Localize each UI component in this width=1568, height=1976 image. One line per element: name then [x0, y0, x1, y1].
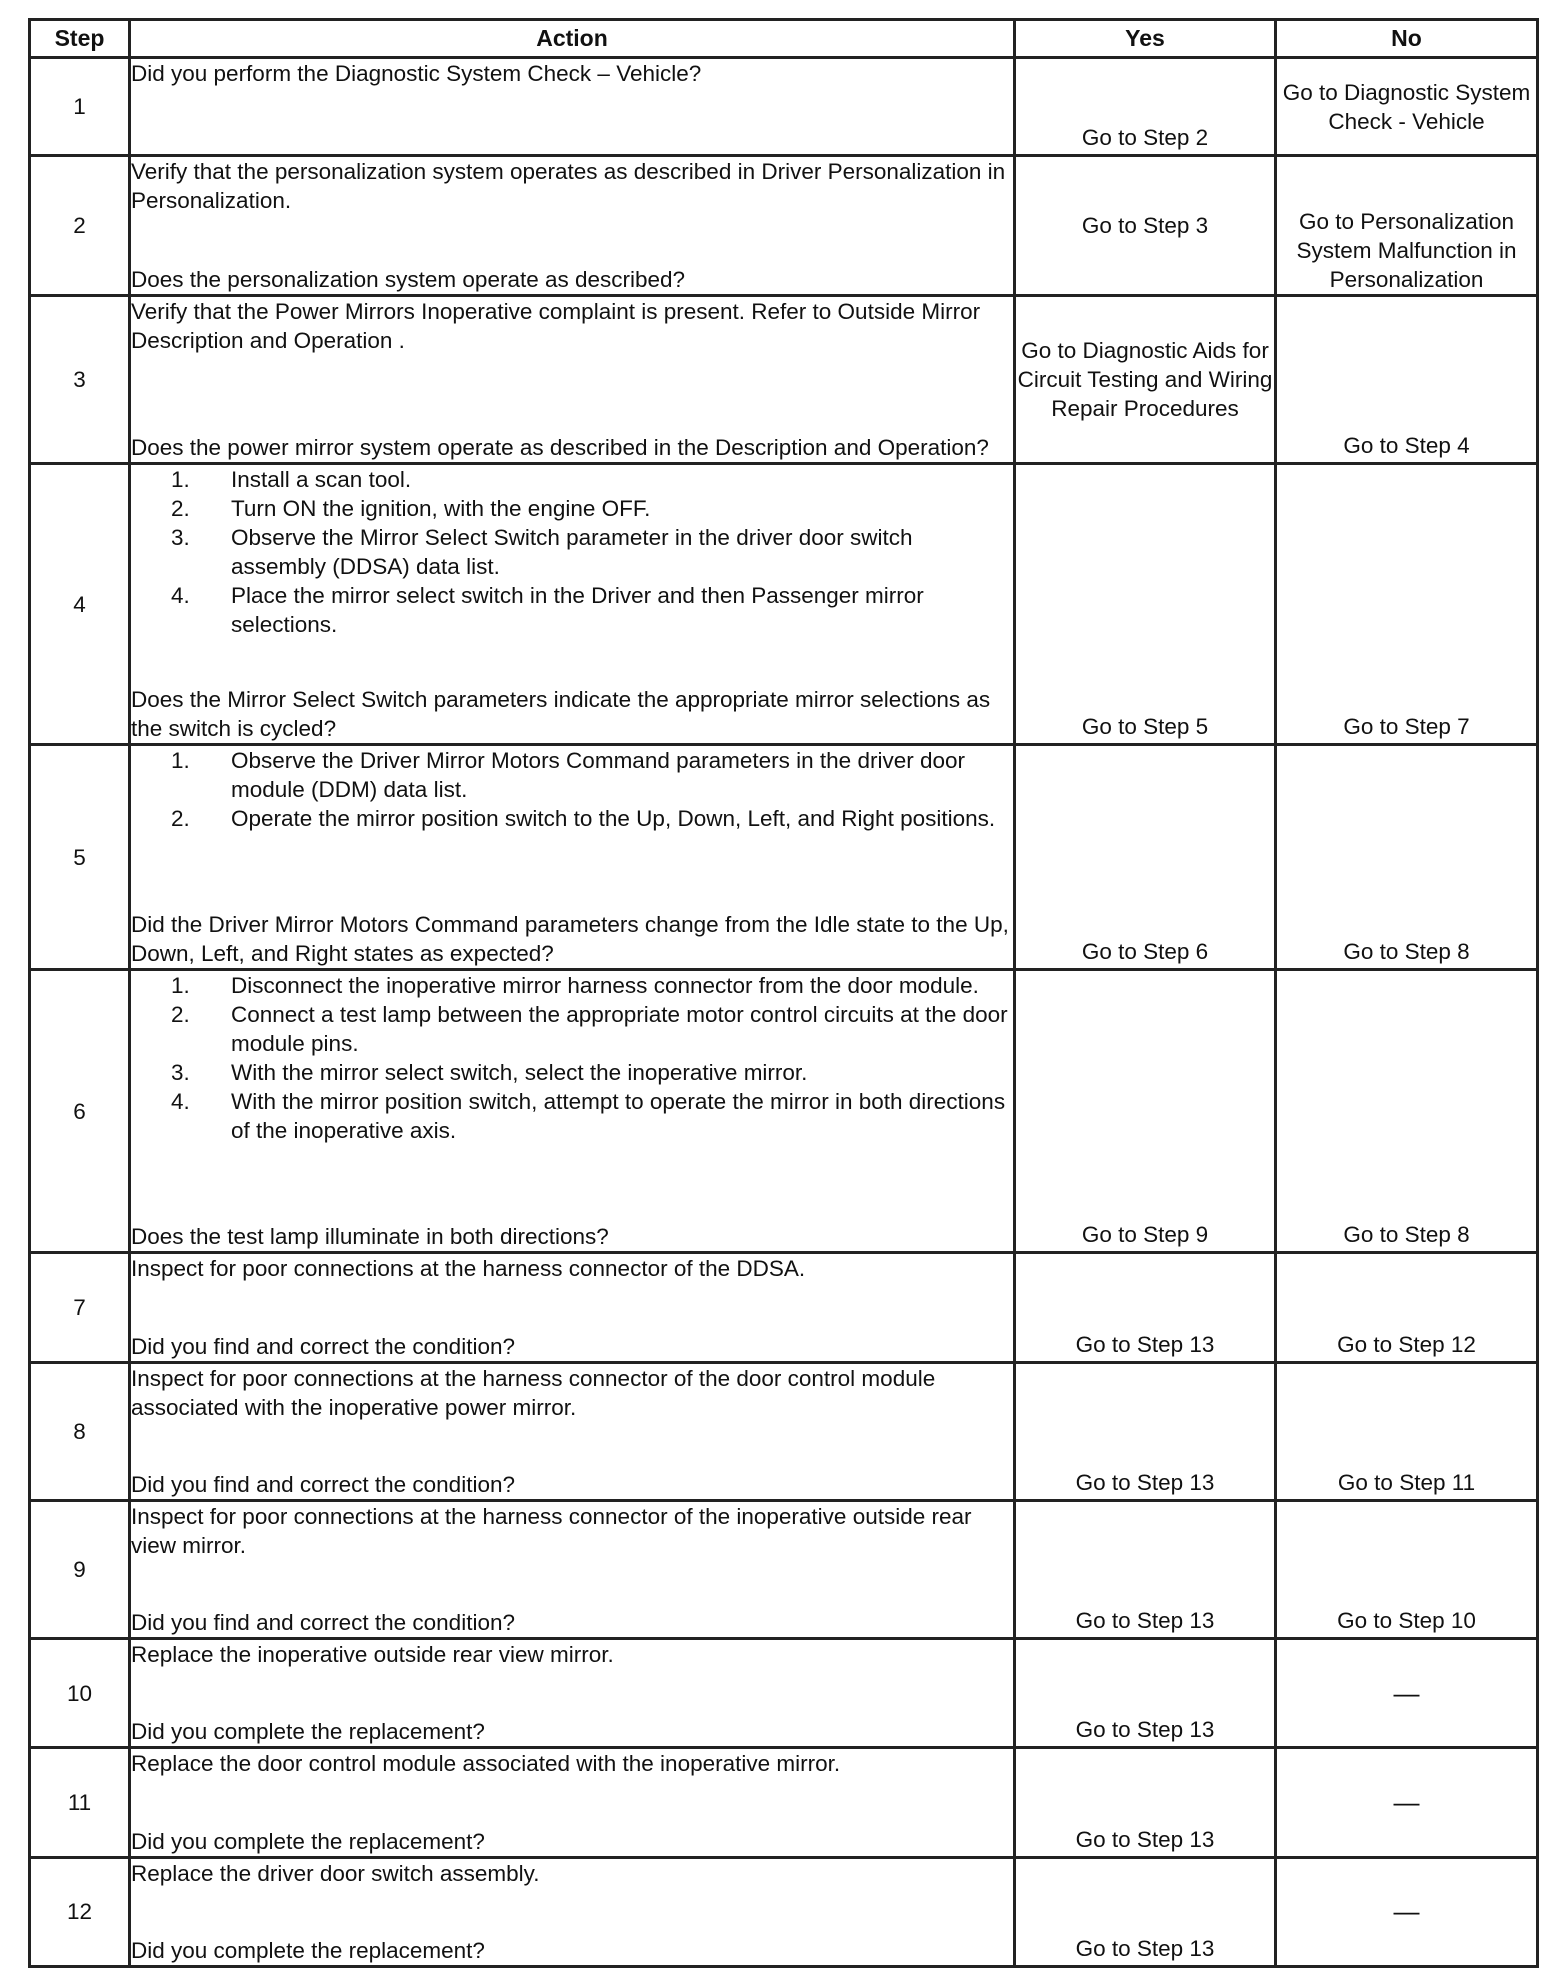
- action-intro: Replace the driver door switch assembly.: [131, 1860, 540, 1886]
- table-row: [30, 463, 1538, 745]
- yes-cell: Go to Step 6: [1015, 745, 1276, 969]
- yes-cell: Go to Step 3: [1015, 156, 1276, 296]
- action-cell: [130, 1857, 1015, 1966]
- yes-cell: Go to Step 5: [1015, 463, 1276, 745]
- action-question: Does the Mirror Select Switch parameters indicate the appropriate mirror selections as the switch is cycled?: [131, 687, 991, 742]
- table-row: [30, 58, 1538, 156]
- action-cell: [130, 1639, 1015, 1748]
- yes-cell: Go to Step 13: [1015, 1253, 1276, 1362]
- action-intro: Inspect for poor connections at the harness connector of the door control module associated with the inoperative power mirror.: [131, 1365, 936, 1420]
- substep-list: [131, 746, 1013, 833]
- header-row: [30, 20, 1538, 58]
- action-question: Did you find and correct the condition?: [131, 1610, 515, 1636]
- yes-cell: Go to Step 9: [1015, 969, 1276, 1253]
- table-row: [30, 1500, 1538, 1638]
- substep-list: [131, 971, 1013, 1145]
- step-number: 9: [30, 1500, 130, 1638]
- step-number: 8: [30, 1362, 130, 1500]
- action-intro: Verify that the personalization system operates as described in Driver Personalization in Personalization.: [131, 159, 1006, 214]
- action-cell: [130, 156, 1015, 296]
- list-item: 4. Place the mirror select switch in the Driver and then Passenger mirror selections.: [171, 582, 924, 637]
- table-row: [30, 1253, 1538, 1362]
- yes-cell: Go to Step 13: [1015, 1857, 1276, 1966]
- action-intro: Inspect for poor connections at the harness connector of the inoperative outside rear view mirror.: [131, 1503, 972, 1558]
- diagnostic-table: [28, 18, 1539, 1968]
- action-question: Does the power mirror system operate as described in the Description and Operation?: [131, 434, 989, 460]
- step-number: 5: [30, 745, 130, 969]
- action-cell: [130, 745, 1015, 969]
- list-item: 2. Turn ON the ignition, with the engine OFF.: [171, 495, 651, 521]
- table-row: [30, 745, 1538, 969]
- table-row: [30, 296, 1538, 463]
- substep-list: [131, 465, 1013, 639]
- no-cell: Go to Diagnostic System Check - Vehicle: [1276, 58, 1538, 156]
- action-intro: Replace the inoperative outside rear view mirror.: [131, 1642, 614, 1668]
- no-cell: —: [1276, 1748, 1538, 1857]
- list-item: 1. Observe the Driver Mirror Motors Command parameters in the driver door module (DDM) data list.: [171, 748, 965, 803]
- action-cell: [130, 1500, 1015, 1638]
- header-step: Step: [30, 20, 130, 58]
- yes-cell: Go to Diagnostic Aids for Circuit Testing and Wiring Repair Procedures: [1015, 296, 1276, 463]
- action-question: Did the Driver Mirror Motors Command parameters change from the Idle state to the Up, Down, Left, and Right states as expected?: [131, 911, 1009, 966]
- no-cell: —: [1276, 1639, 1538, 1748]
- table-row: [30, 156, 1538, 296]
- yes-cell: Go to Step 13: [1015, 1748, 1276, 1857]
- no-cell: Go to Step 4: [1276, 296, 1538, 463]
- step-number: 10: [30, 1639, 130, 1748]
- action-intro: Inspect for poor connections at the harness connector of the DDSA.: [131, 1256, 806, 1282]
- action-cell: [130, 58, 1015, 156]
- list-item: 2. Connect a test lamp between the appropriate motor control circuits at the door module pins.: [171, 1001, 1008, 1056]
- step-number: 6: [30, 969, 130, 1253]
- action-question: Does the personalization system operate as described?: [131, 267, 686, 293]
- table-row: [30, 1748, 1538, 1857]
- header-action: Action: [130, 20, 1015, 58]
- header-yes: Yes: [1015, 20, 1276, 58]
- yes-cell: Go to Step 13: [1015, 1500, 1276, 1638]
- action-intro: Did you perform the Diagnostic System Check – Vehicle?: [131, 61, 702, 86]
- table-row: [30, 1362, 1538, 1500]
- no-cell: Go to Step 8: [1276, 969, 1538, 1253]
- step-number: 12: [30, 1857, 130, 1966]
- yes-cell: Go to Step 13: [1015, 1362, 1276, 1500]
- header-no: No: [1276, 20, 1538, 58]
- action-cell: [130, 463, 1015, 745]
- table-row: [30, 1857, 1538, 1966]
- step-number: 3: [30, 296, 130, 463]
- table-row: [30, 969, 1538, 1253]
- list-item: 1. Install a scan tool.: [171, 466, 412, 492]
- yes-cell: Go to Step 2: [1015, 58, 1276, 156]
- step-number: 4: [30, 463, 130, 745]
- action-cell: [130, 969, 1015, 1253]
- no-cell: Go to Step 12: [1276, 1253, 1538, 1362]
- action-question: Did you find and correct the condition?: [131, 1333, 515, 1359]
- no-cell: —: [1276, 1857, 1538, 1966]
- action-intro: Verify that the Power Mirrors Inoperative complaint is present. Refer to Outside Mirror Description and Operation .: [131, 299, 981, 354]
- action-question: Did you complete the replacement?: [131, 1719, 485, 1745]
- no-cell: Go to Step 11: [1276, 1362, 1538, 1500]
- list-item: 2. Operate the mirror position switch to the Up, Down, Left, and Right positions.: [171, 806, 996, 832]
- action-cell: [130, 1362, 1015, 1500]
- no-cell: Go to Step 7: [1276, 463, 1538, 745]
- action-cell: [130, 296, 1015, 463]
- action-intro: Replace the door control module associated with the inoperative mirror.: [131, 1751, 841, 1777]
- step-number: 1: [30, 58, 130, 156]
- step-number: 2: [30, 156, 130, 296]
- action-question: Did you complete the replacement?: [131, 1828, 485, 1854]
- table-row: [30, 1639, 1538, 1748]
- no-cell: Go to Step 10: [1276, 1500, 1538, 1638]
- action-question: Did you find and correct the condition?: [131, 1471, 515, 1497]
- action-cell: [130, 1748, 1015, 1857]
- action-question: Does the test lamp illuminate in both directions?: [131, 1224, 609, 1250]
- no-cell: Go to Step 8: [1276, 745, 1538, 969]
- yes-cell: Go to Step 13: [1015, 1639, 1276, 1748]
- list-item: 3. With the mirror select switch, select the inoperative mirror.: [171, 1059, 808, 1085]
- action-cell: [130, 1253, 1015, 1362]
- list-item: 4. With the mirror position switch, attempt to operate the mirror in both directions of the inoperative axis.: [171, 1088, 1006, 1143]
- step-number: 11: [30, 1748, 130, 1857]
- list-item: 1. Disconnect the inoperative mirror harness connector from the door module.: [171, 972, 979, 998]
- step-number: 7: [30, 1253, 130, 1362]
- action-question: Did you complete the replacement?: [131, 1938, 485, 1963]
- list-item: 3. Observe the Mirror Select Switch parameter in the driver door switch assembly (DDSA) data list.: [171, 524, 913, 579]
- no-cell: Go to Personalization System Malfunction in Personalization: [1276, 156, 1538, 296]
